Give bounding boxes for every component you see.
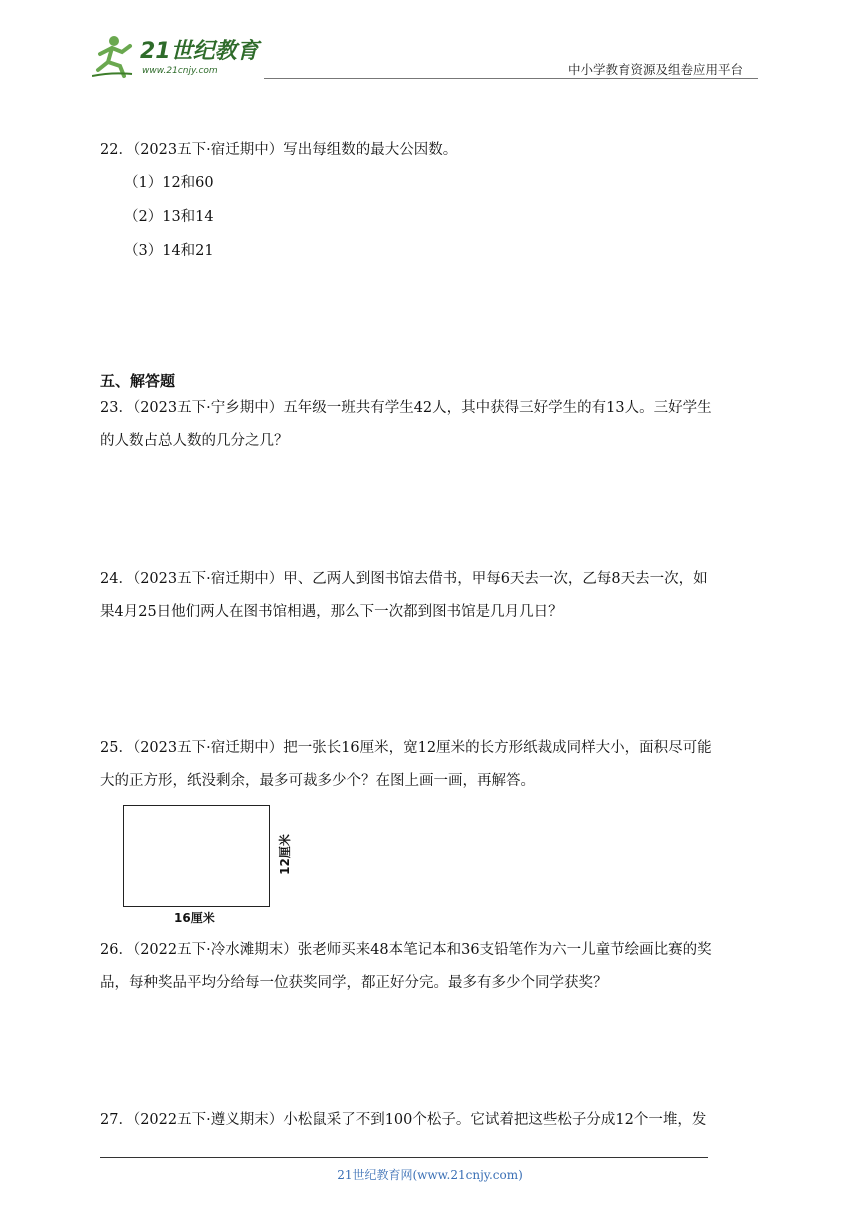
section-title: 五、解答题	[100, 372, 176, 390]
header-divider	[264, 78, 758, 79]
q22-item-3: （3）14和21	[124, 243, 214, 259]
figure-height-label: 12厘米	[277, 834, 292, 875]
q25-line-2: 大的正方形，纸没剩余，最多可裁多少个？在图上画一画，再解答。	[100, 773, 535, 789]
q26-line-1: 26．（2022五下·冷水滩期末）张老师买来48本笔记本和36支铅笔作为六一儿童节绘画比赛的奖	[100, 942, 712, 958]
logo-url: www.21cnjy.com	[142, 66, 218, 76]
site-logo	[92, 32, 262, 82]
q22-stem: 22．（2023五下·宿迁期中）写出每组数的最大公因数。	[100, 142, 458, 158]
q24-line-2: 果4月25日他们两人在图书馆相遇，那么下一次都到图书馆是几月几日？	[100, 604, 563, 620]
q23-line-1: 23．（2023五下·宁乡期中）五年级一班共有学生42人，其中获得三好学生的有13人。三好学生	[100, 400, 712, 416]
q22-item-1: （1）12和60	[124, 175, 214, 191]
header-tagline: 中小学教育资源及组卷应用平台	[568, 62, 744, 77]
q27-line-1: 27．（2022五下·遵义期末）小松鼠采了不到100个松子。它试着把这些松子分成12个一堆，发	[100, 1112, 707, 1128]
footer-link[interactable]: 21世纪教育网(www.21cnjy.com)	[337, 1168, 523, 1182]
figure-width-label: 16厘米	[174, 911, 215, 925]
q23-line-2: 的人数占总人数的几分之几？	[100, 433, 289, 449]
footer-divider	[100, 1157, 708, 1158]
q26-line-2: 品，每种奖品平均分给每一位获奖同学，都正好分完。最多有多少个同学获奖？	[100, 975, 608, 991]
q22-item-2: （2）13和14	[124, 209, 214, 225]
rectangle-figure	[123, 805, 270, 907]
logo-text: 21世纪教育	[140, 39, 259, 64]
runner-icon	[92, 36, 132, 76]
q25-line-1: 25．（2023五下·宿迁期中）把一张长16厘米，宽12厘米的长方形纸裁成同样大小，面积尽可能	[100, 740, 712, 756]
q24-line-1: 24．（2023五下·宿迁期中）甲、乙两人到图书馆去借书，甲每6天去一次，乙每8天去一次，如	[100, 571, 708, 587]
